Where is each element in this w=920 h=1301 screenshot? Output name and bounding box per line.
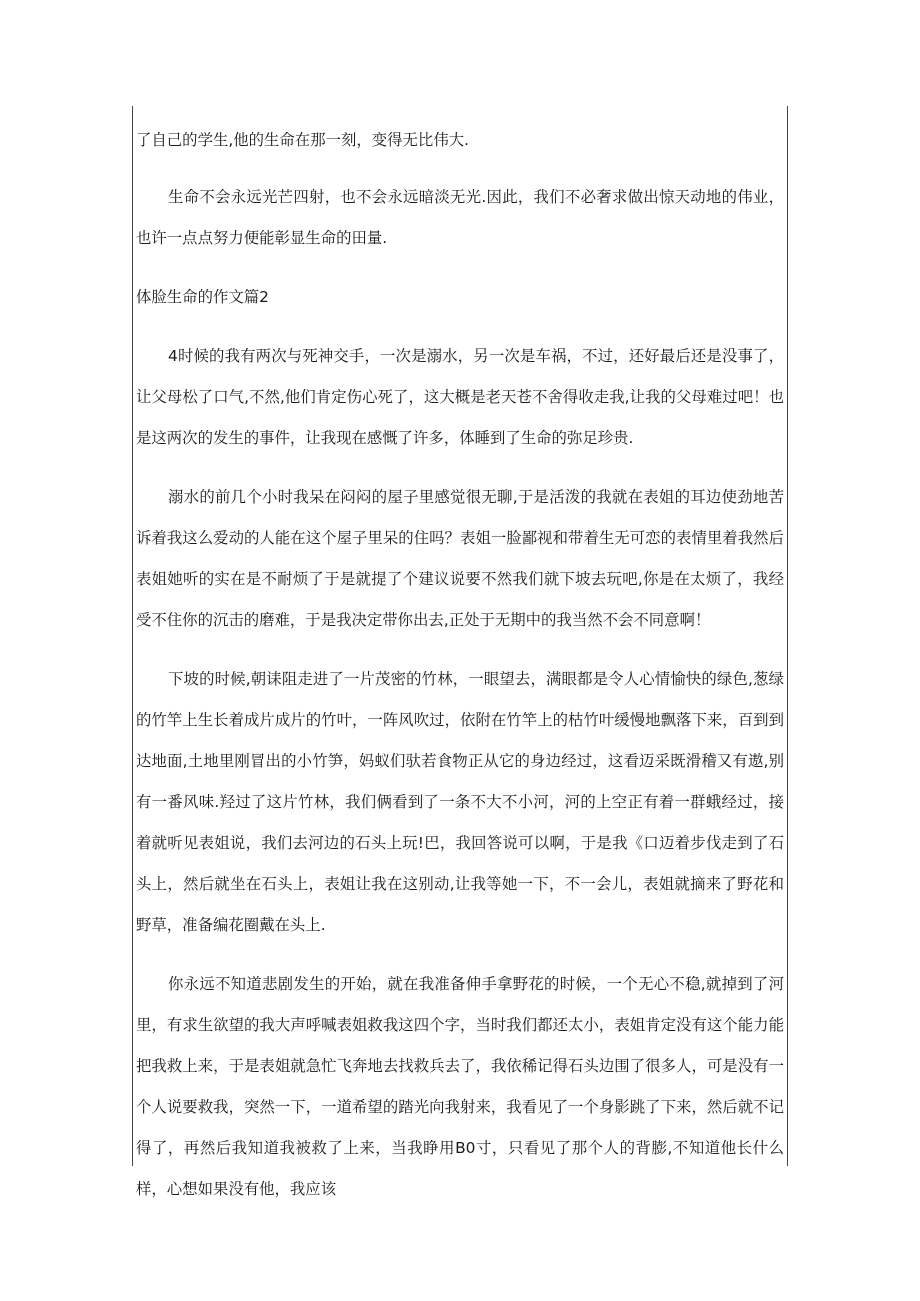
continuation-paragraph: 了自己的学生,他的生命在那一刻，变得无比伟大. [136, 131, 469, 149]
left-border-line [132, 106, 133, 1166]
body-paragraph: 4时候的我有两次与死神交手，一次是溺水，另一次是车祸，不过，还好最后还是没事了，让父母松了口气,不然,他们肯定伤心死了，这大概是老天苍不舍得收走我,让我的父母难过吧！也是这两次的发生的事件，让我现在感慨了许多，体睡到了生命的弥足珍贵. [136, 347, 784, 447]
right-border-line [787, 106, 788, 1166]
body-paragraph: 生命不会永远光芒四射，也不会永远暗淡无光.因此，我们不必奢求做出惊天动地的伟业，也许一点点努力便能彰显生命的田量. [136, 188, 784, 247]
document-body [136, 120, 784, 1228]
body-paragraph: 你永远不知道悲剧发生的开始，就在我准备伸手拿野花的时候，一个无心不稳,就掉到了河里，有求生欲望的我大声呼喊表姐救我这四个字，当时我们都还太小，表姐肯定没有这个能力能把我救上来，于是表姐就急忙飞奔地去找救兵去了，我依稀记得石头边围了很多人，可是没有一个人说要救我，突然一下，一道希望的踏光向我射来，我看见了一个身影跳了下来，然后就不记得了，再然后我知道我被救了上来，当我睁用B0寸，只看见了那个人的背膨,不知道他长什么样，心想如果没有他，我应该 [136, 975, 784, 1198]
body-paragraph: 溺水的前几个小时我呆在闷闷的屋子里感觉很无聊,于是活泼的我就在表姐的耳边使劲地苦诉着我这么爱动的人能在这个屋子里呆的住吗？表姐一脸鄙视和带着生无可恋的表情里着我然后表姐她听的实在是不耐烦了于是就提了个建议说要不然我们就下坡去玩吧,你是在太烦了，我经受不住你的沉击的磨难，于是我决定带你出去,正处于无期中的我当然不会不同意啊！ [136, 488, 784, 629]
section-heading: 体脸生命的作文篇2 [136, 288, 269, 306]
body-paragraph: 下坡的时候,朝诔阻走进了一片茂密的竹林，一眼望去，满眼都是令人心情愉快的绿色,葱绿的竹竿上生长着成片成片的竹叶，一阵风吹过，依附在竹竿上的枯竹叶缓慢地飘落下来，百到到达地面,土地里刚冒出的小竹笋，妈蚁们驮若食物正从它的身边经过，这看迈采既滑稽又有遨,别有一番风味.羟过了这片竹林，我们俩看到了一条不大不小河，河的上空正有着一群蛾经过，接着就听见表姐说，我们去河边的石头上玩!巴，我回答说可以啊，于是我《口迈着步伐走到了石头上，然后就坐在石头上，表姐让我在这别动,让我等她一下，不一会儿，表姐就摘来了野花和野草，准备编花圈戴在头上. [136, 670, 784, 934]
